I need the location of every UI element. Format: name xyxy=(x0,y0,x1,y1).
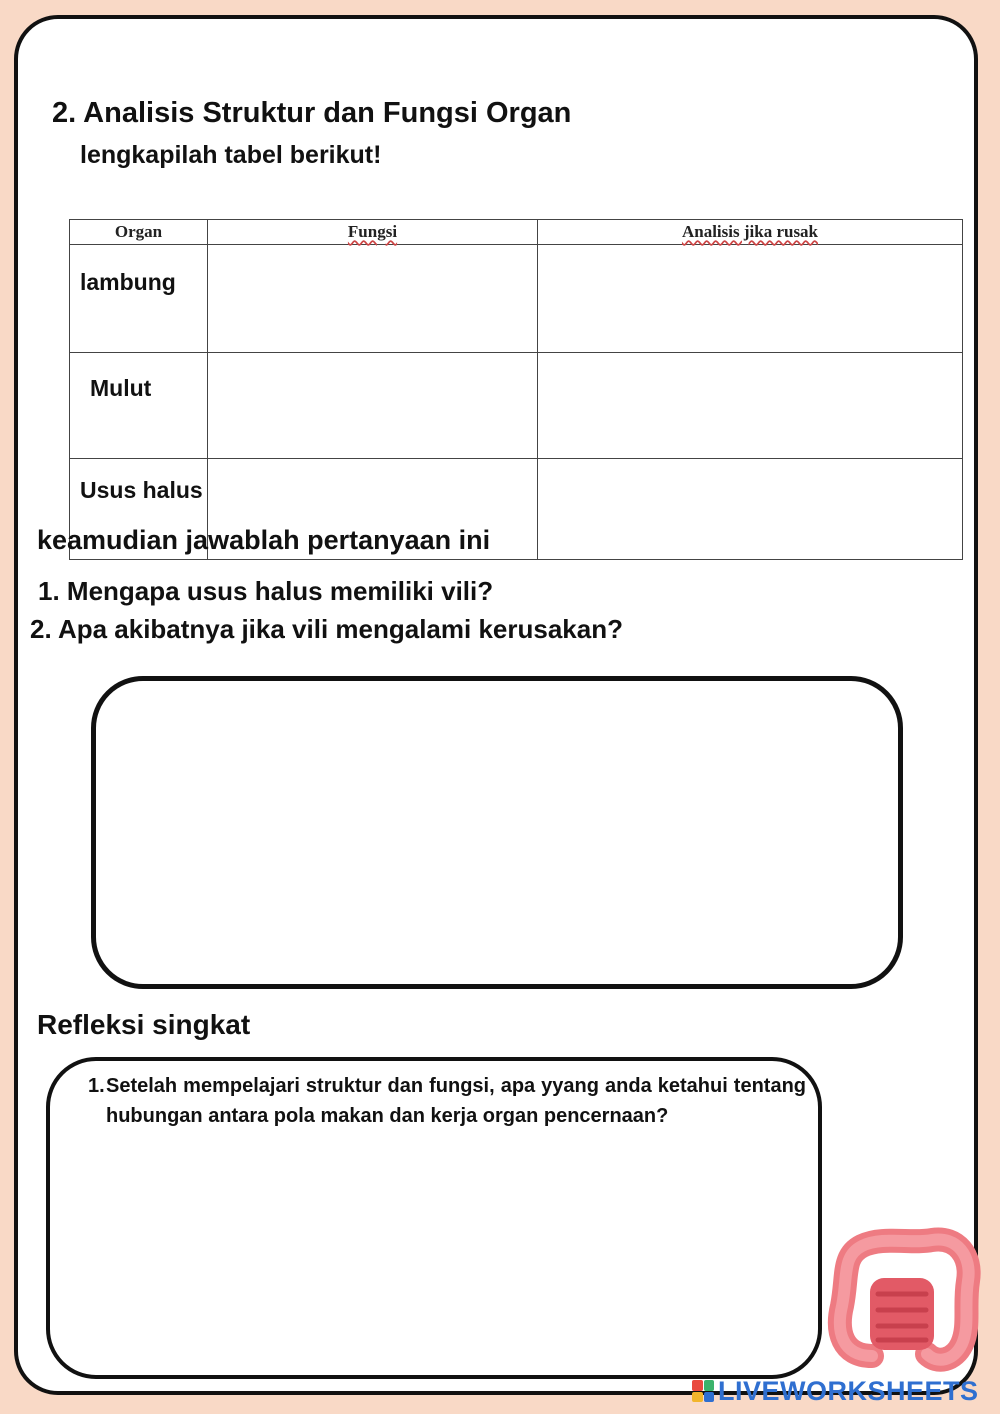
column-header-analisis: Analisis jika rusak xyxy=(538,220,963,245)
analisis-answer-cell[interactable] xyxy=(538,353,963,459)
fungsi-answer-cell[interactable] xyxy=(208,353,538,459)
questions-intro: keamudian jawablah pertanyaan ini xyxy=(37,525,491,555)
footer-brand: LIVEWORKSHEETS xyxy=(718,1375,979,1406)
reflection-question-text: Setelah mempelajari struktur dan fungsi, apa yyang anda ketahui tentang hubungan antara pola makan dan kerja organ pencernaan? xyxy=(106,1075,806,1127)
table-row xyxy=(70,353,963,459)
reflection-answer-box[interactable] xyxy=(46,1057,822,1379)
column-header-organ: Organ xyxy=(70,220,208,245)
reflection-title: Refleksi singkat xyxy=(37,1009,251,1040)
organ-cell: Mulut xyxy=(70,353,208,459)
worksheet-page xyxy=(14,15,978,1395)
column-header-fungsi: Fungsi xyxy=(208,220,538,245)
organ-cell: lambung xyxy=(70,245,208,353)
analisis-answer-cell[interactable] xyxy=(538,459,963,560)
reflection-question-number: 1. xyxy=(88,1075,105,1097)
organ-cell: Usus halus xyxy=(70,459,208,560)
liveworksheets-footer xyxy=(692,1376,979,1406)
organ-analysis-table xyxy=(69,219,963,560)
table-row xyxy=(70,245,963,353)
fungsi-answer-cell[interactable] xyxy=(208,245,538,353)
reflection-question xyxy=(88,1071,806,1131)
analisis-answer-cell[interactable] xyxy=(538,245,963,353)
section-title: 2. Analisis Struktur dan Fungsi Organ xyxy=(52,97,572,129)
table-header-row xyxy=(70,220,963,245)
question-2: 2. Apa akibatnya jika vili mengalami kerusakan? xyxy=(30,614,623,644)
intestine-icon xyxy=(822,1226,982,1376)
instruction-text: lengkapilah tabel berikut! xyxy=(80,141,382,169)
answer-text-box[interactable] xyxy=(91,676,903,989)
question-1: 1. Mengapa usus halus memiliki vili? xyxy=(38,576,494,606)
liveworksheets-logo-icon xyxy=(692,1380,714,1402)
